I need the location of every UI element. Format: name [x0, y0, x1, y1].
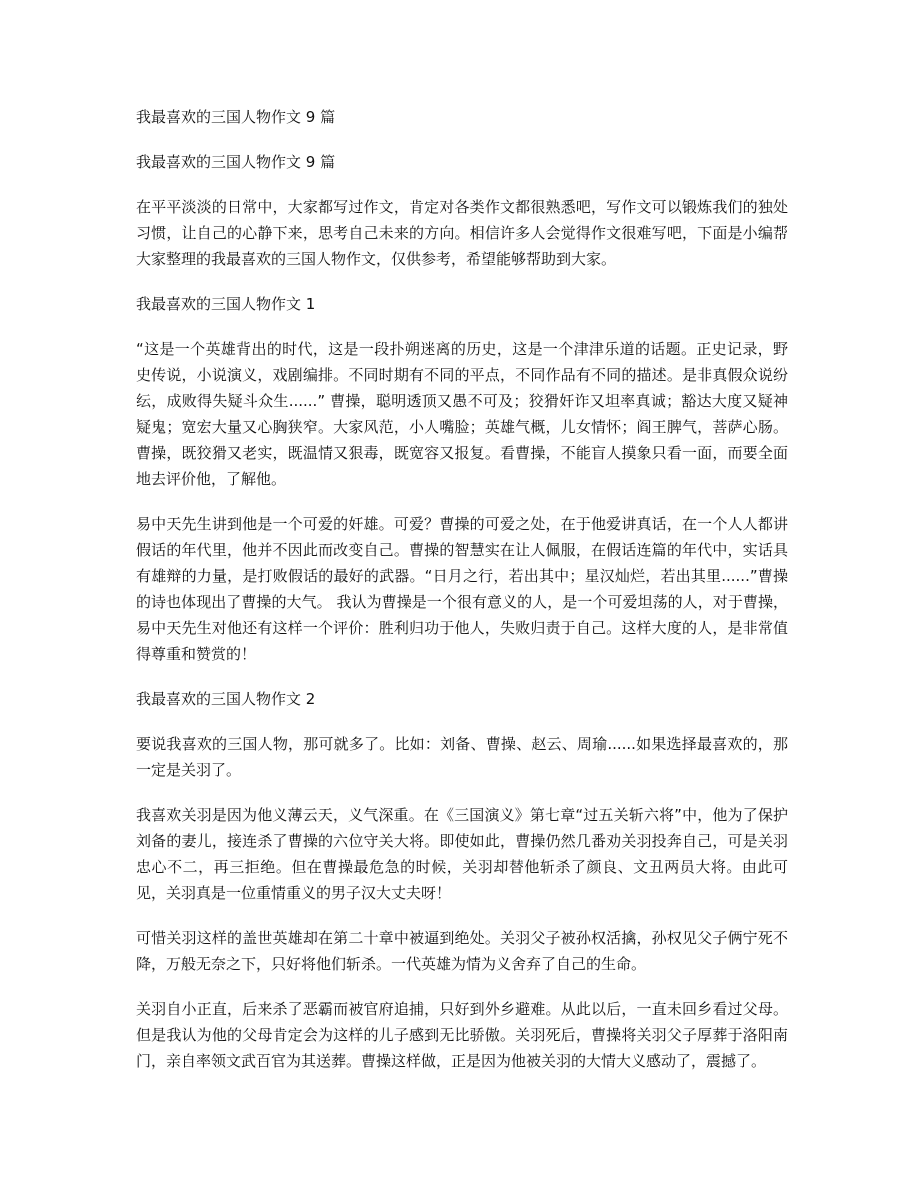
section-2-paragraph-2: 我喜欢关羽是因为他义薄云天，义气深重。在《三国演义》第七章“过五关斩六将”中，他为了保护刘备的妻儿，接连杀了曹操的六位守关大将。即使如此，曹操仍然几番劝关羽投奔自己，可是关羽忠心不二，再三拒绝。但在曹操最危急的时候，关羽却替他斩杀了颜良、文丑两员大将。由此可见，关羽真是一位重情重义的男子汉大丈夫呀！ [136, 806, 788, 902]
document-title: 我最喜欢的三国人物作文 9 篇 [136, 108, 336, 126]
section-2-paragraph-4: 关羽自小正直，后来杀了恶霸而被官府追捕，只好到外乡避难。从此以后，一直未回乡看过父母。但是我认为他的父母肯定会为这样的儿子感到无比骄傲。关羽死后，曹操将关羽父子厚葬于洛阳南门，亲自率领文武百官为其送葬。曹操这样做，正是因为他被关羽的大情大义感动了，震撼了。 [136, 1000, 788, 1070]
section-2-heading: 我最喜欢的三国人物作文 2 [136, 690, 316, 708]
section-2-paragraph-1: 要说我喜欢的三国人物，那可就多了。比如：刘备、曹操、赵云、周瑜......如果选择最喜欢的，那一定是关羽了。 [136, 735, 788, 779]
section-1-paragraph-2: 易中天先生讲到他是一个可爱的奸雄。可爱？曹操的可爱之处，在于他爱讲真话，在一个人人都讲假话的年代里，他并不因此而改变自己。曹操的智慧实在让人佩服，在假话连篇的年代中，实话具有雄辩的力量，是打败假话的最好的武器。“日月之行，若出其中；星汉灿烂，若出其里......”曹操的诗也体现出了曹操的大气。 我认为曹操是一个很有意义的人，是一个可爱坦荡的人，对于曹操，易中天先生对他还有这样一个评价：胜利归功于他人，失败归责于自己。这样大度的人，是非常值得尊重和赞赏的！ [136, 515, 788, 663]
section-1-heading: 我最喜欢的三国人物作文 1 [136, 295, 316, 313]
section-2-paragraph-3: 可惜关羽这样的盖世英雄却在第二十章中被逼到绝处。关羽父子被孙权活擒，孙权见父子俩宁死不降，万般无奈之下，只好将他们斩杀。一代英雄为情为义舍弃了自己的生命。 [136, 929, 788, 973]
document-body [136, 104, 788, 1093]
intro-paragraph: 在平平淡淡的日常中，大家都写过作文，肯定对各类作文都很熟悉吧，写作文可以锻炼我们的独处习惯，让自己的心静下来，思考自己未来的方向。相信许多人会觉得作文很难写吧，下面是小编帮大家整理的我最喜欢的三国人物作文，仅供参考，希望能够帮助到大家。 [136, 198, 788, 268]
section-1-paragraph-1: “这是一个英雄背出的时代，这是一段扑朔迷离的历史，这是一个津津乐道的话题。正史记录，野史传说，小说演义，戏剧编排。不同时期有不同的平点，不同作品有不同的描述。是非真假众说纷纭，成败得失疑斗众生......” 曹操，聪明透顶又愚不可及；狡猾奸诈又坦率真诚；豁达大度又疑神疑鬼；宽宏大量又心胸狭窄。大家风范，小人嘴脸；英雄气概，儿女情怀；阎王脾气，菩萨心肠。曹操，既狡猾又老实，既温情又狠毒，既宽容又报复。看曹操，不能盲人摸象只看一面，而要全面地去评价他，了解他。 [136, 340, 788, 488]
document-subtitle: 我最喜欢的三国人物作文 9 篇 [136, 153, 336, 171]
